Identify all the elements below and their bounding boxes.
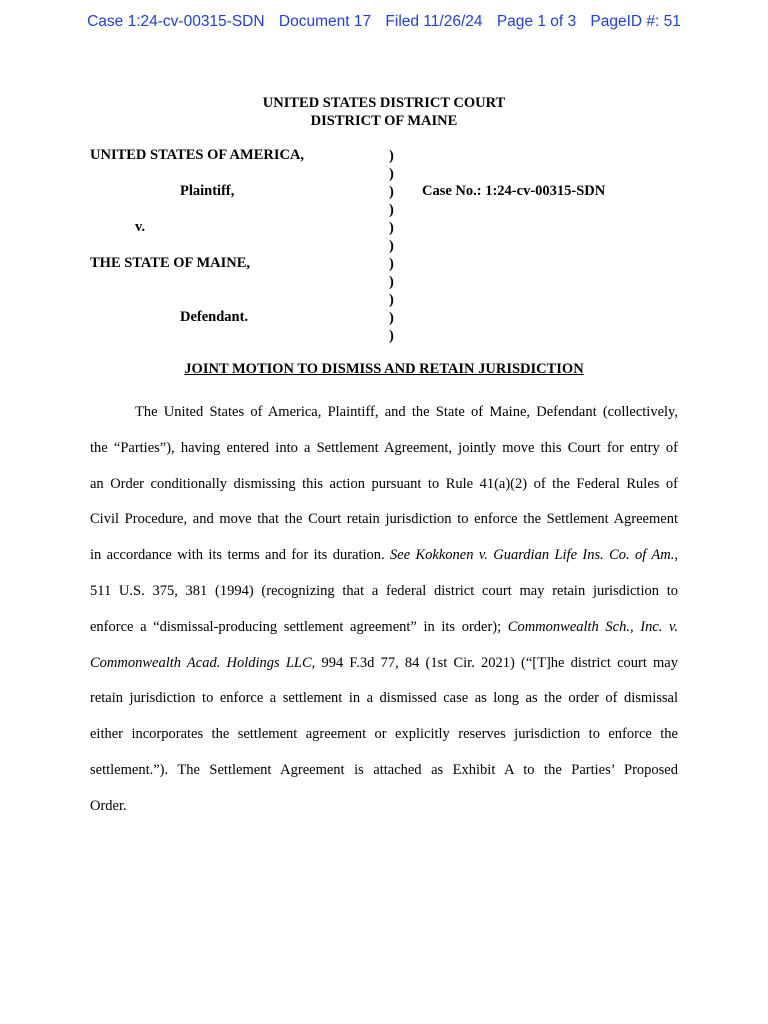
plaintiff-name: UNITED STATES OF AMERICA,	[90, 147, 305, 163]
caption-paren: )	[389, 310, 394, 326]
motion-body	[90, 395, 678, 825]
body-line	[90, 538, 678, 574]
body-text-segment: in accordance with its terms and for its duration.	[90, 547, 391, 564]
case-caption	[0, 0, 768, 360]
body-line: an Order conditionally dismissing this action pursuant to Rule 41(a)(2) of the Federal Rules of	[90, 475, 678, 492]
case-citation-commonwealth: Commonwealth Sch., Inc. v.	[507, 618, 678, 635]
caption-paren: )	[389, 274, 394, 290]
ecf-case-number: Case 1:24-cv-00315-SDN	[87, 13, 265, 30]
caption-paren: )	[389, 184, 394, 200]
body-line: Order.	[90, 797, 127, 814]
body-line	[90, 610, 678, 646]
caption-paren: )	[389, 220, 394, 236]
defendant-role: Defendant.	[180, 309, 249, 325]
caption-paren: )	[389, 148, 394, 164]
court-name: UNITED STATES DISTRICT COURT	[262, 95, 506, 111]
caption-paren-column	[389, 147, 394, 345]
body-line: either incorporates the settlement agreement or explicitly reserves jurisdiction to enforce the	[90, 726, 678, 743]
body-text-segment: ,	[674, 547, 678, 564]
motion-title: JOINT MOTION TO DISMISS AND RETAIN JURISDICTION	[184, 361, 584, 377]
ecf-page-id: PageID #: 51	[590, 13, 681, 30]
ecf-page-count: Page 1 of 3	[496, 13, 577, 30]
body-line: Civil Procedure, and move that the Court retain jurisdiction to enforce the Settlement Agreement	[90, 511, 678, 528]
body-line: the “Parties”), having entered into a Settlement Agreement, jointly move this Court for entry of	[90, 439, 678, 456]
caption-paren: )	[389, 166, 394, 182]
case-citation-kokkonen: See Kokkonen v. Guardian Life Ins. Co. of Am.	[390, 547, 675, 564]
body-line: settlement.”). The Settlement Agreement is attached as Exhibit A to the Parties’ Proposed	[90, 761, 678, 778]
body-text-segment: enforce a “dismissal-producing settlement agreement” in its order);	[90, 618, 508, 635]
case-number: Case No.: 1:24-cv-00315-SDN	[422, 183, 606, 199]
body-line: retain jurisdiction to enforce a settlement in a dismissed case as long as the order of dismissal	[90, 690, 678, 707]
caption-paren: )	[389, 256, 394, 272]
ecf-filed-date: Filed 11/26/24	[385, 13, 483, 30]
body-text-segment: , 994 F.3d 77, 84 (1st Cir. 2021) (“[T]he district court may	[311, 654, 678, 671]
court-district: DISTRICT OF MAINE	[310, 113, 458, 129]
body-line: The United States of America, Plaintiff, and the State of Maine, Defendant (collectively,	[135, 404, 678, 420]
caption-paren: )	[389, 328, 394, 344]
caption-paren: )	[389, 238, 394, 254]
defendant-name: THE STATE OF MAINE,	[90, 255, 251, 271]
ecf-document-number: Document 17	[278, 13, 372, 30]
body-line	[90, 646, 678, 682]
versus-label: v.	[135, 219, 146, 235]
plaintiff-role: Plaintiff,	[180, 183, 235, 199]
caption-paren: )	[389, 202, 394, 218]
case-citation-commonwealth-cont: Commonwealth Acad. Holdings LLC	[90, 654, 312, 671]
body-line: 511 U.S. 375, 381 (1994) (recognizing that a federal district court may retain jurisdiction to	[90, 582, 678, 599]
caption-paren: )	[389, 292, 394, 308]
